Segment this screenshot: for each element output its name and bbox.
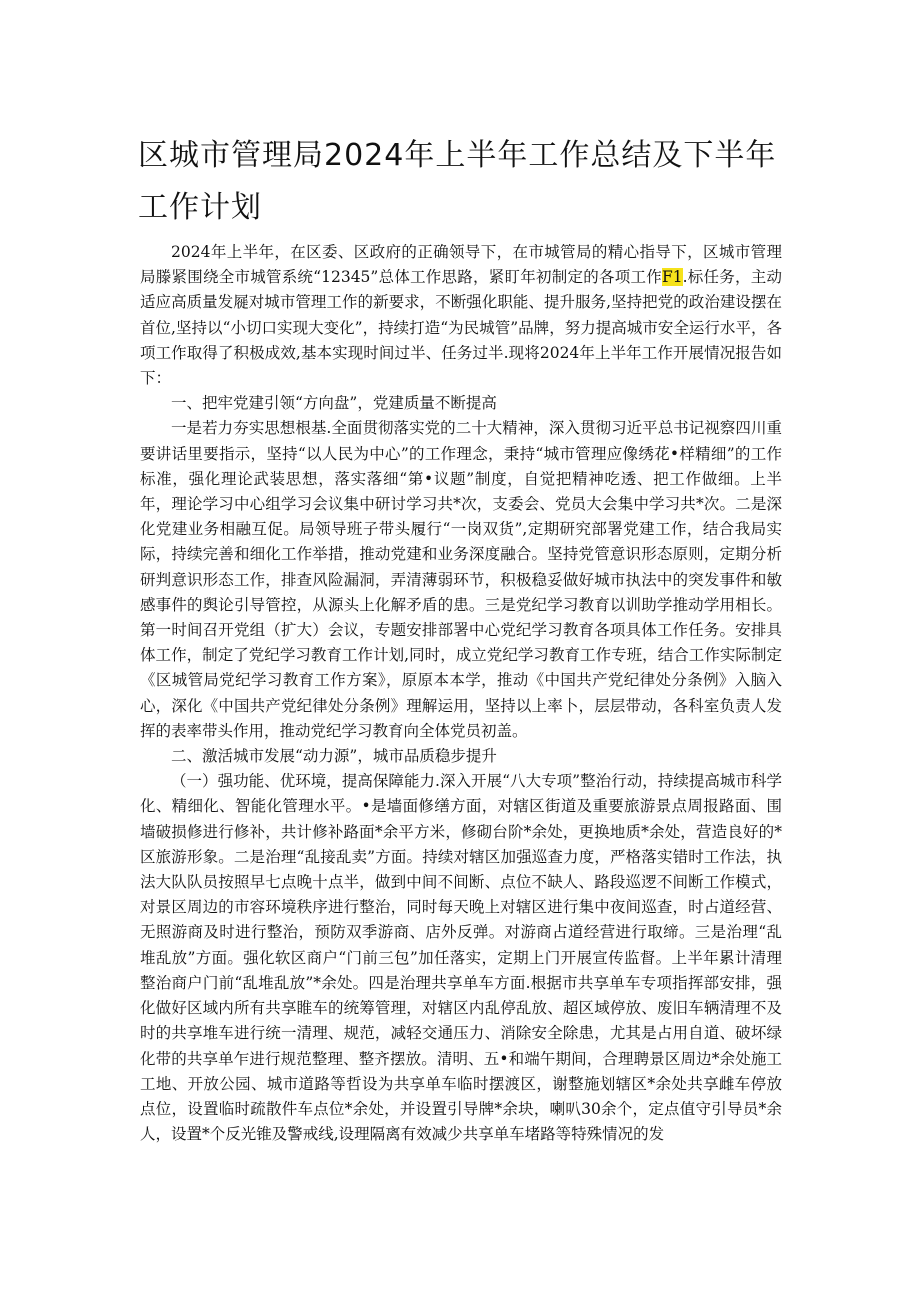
highlighted-mark: F1 (661, 268, 683, 287)
document-title: 区城市管理局2024年上半年工作总结及下半年工作计划 (138, 138, 777, 225)
intro-paragraph (140, 240, 782, 391)
intro-text-end: .标任务，主动适应高质量发屣对城市管理工作的新要求，不断强化职能、提升服务,坚持把党的政治建设摆在首位,坚持以“小切口实现大变化”，持续打造“为民城管”品牌，努力提高城市安全运行水平，各项工作取得了积极成效,基本实现时间过半、任务过半.现将2024年上半年工作开展情况报告如下： (140, 268, 782, 388)
section-heading-1: 一、把牢党建引领“方向盘”，党建质量不断提高 (171, 394, 497, 413)
section-heading-2: 二、激活城市发展“动力源”，城市品质稳步提升 (171, 747, 497, 766)
section-1-paragraph: 一是若力夯实思想根基.全面贯彻落实党的二十大精神，深入贯彻习近平总书记视察四川重要讲话里要指示，坚持“以人民为中心”的工作理念，秉持“城市管理应像绣花•样精细”的工作标准，强化理论武装思想，落实落细“第•议题”制度，自觉把精神吃透、把工作做细。上半年，理论学习中心组学习会议集中研讨学习共*次，支委会、党员大会集中学习共*次。二是深化党建业务相融互促。局领导班子带头履行“一岗双货”,定期研究部署党建工作，结合我局实际，持续完善和细化工作举措，推动党建和业务深度融合。坚持党管意识形态原则，定期分析研判意识形态工作，排查风险漏洞，弄清薄弱环节，积极稳妥做好城市执法中的突发事件和敏感事件的舆论引导管控，从源头上化解矛盾的患。三是党纪学习教育以训助学推动学用相长。第一时间召开党组（扩大）会议，专题安排部署中心党纪学习教育各项具体工作任务。安排具体工作，制定了党纪学习教育工作计划,同时，成立党纪学习教育工作专班，结合工作实际制定《区城管局党纪学习教育工作方案》，原原本本学，推动《中国共产党纪律处分条例》入脑入心，深化《中国共产党纪律处分条例》理解运用，坚持以上率卜，层层带动，各科室负责人发挥的表率带头作用，推动党纪学习教育向全体党员初盖。 (140, 419, 782, 740)
document-body (140, 240, 782, 1147)
section-2-paragraph: （一）强功能、优环境，提高保障能力.深入开展“八大专项”整治行动，持续提高城市科学化、精细化、智能化管理水平。•是墙面修缮方面，对辖区街道及重要旅游景点周报路面、围墙破损修进行修补，共计修补路面*余平方米，修砌台阶*余处，更换地质*余处，营造良好的*区旅游形象。二是治理“乱接乱卖”方面。持续对辖区加强巡查力度，严格落实错时工作法，执法大队队员按照早七点晚十点半，做到中间不间断、点位不缺人、路段巡逻不间断工作模式，对景区周边的市容环境秩序进行整治，同时每天晚上对辖区进行集中夜间巡查，时占道经营、无照游商及时进行整治，预防双季游商、店外反弹。对游商占道经营进行取缔。三是治理“乱堆乱放”方面。强化软区商户“门前三包”加任落实，定期上门开展宣传监督。上半年累计清理整治商户门前“乱堆乱放”*余处。四是治理共享单车方面.根据市共享单车专项指挥部安排，强化做好区域内所有共享睢车的统筹管理，对辖区内乱停乱放、超区域停放、废旧车辆清理不及时的共享堆车进行统一清理、规范，减轻交通压力、消除安全除患，尤其是占用自道、破坏绿化带的共享单乍进行规范整理、整齐摆放。清明、五•和端午期间，合理聘景区周边*余处施工工地、开放公园、城市道路等哲设为共享单车临时摆渡区，谢整施划辖区*余处共享雌车停放点位，设置临时疏散件车点位*余处，并设置引导牌*余块，喇叭30余个，定点值守引导员*余人，设置*个反光锥及警戒线,设理隔离有效减少共享单车堵路等特殊情况的发 (140, 772, 782, 1144)
intro-text-start: 2024年上半年，在区委、区政府的正确领导下，在市城管局的精心指导下，区城市管理局滕紧围绕全市城管系统“12345”总体工作思路，紧盯年初制定的各项工作 (140, 243, 782, 287)
